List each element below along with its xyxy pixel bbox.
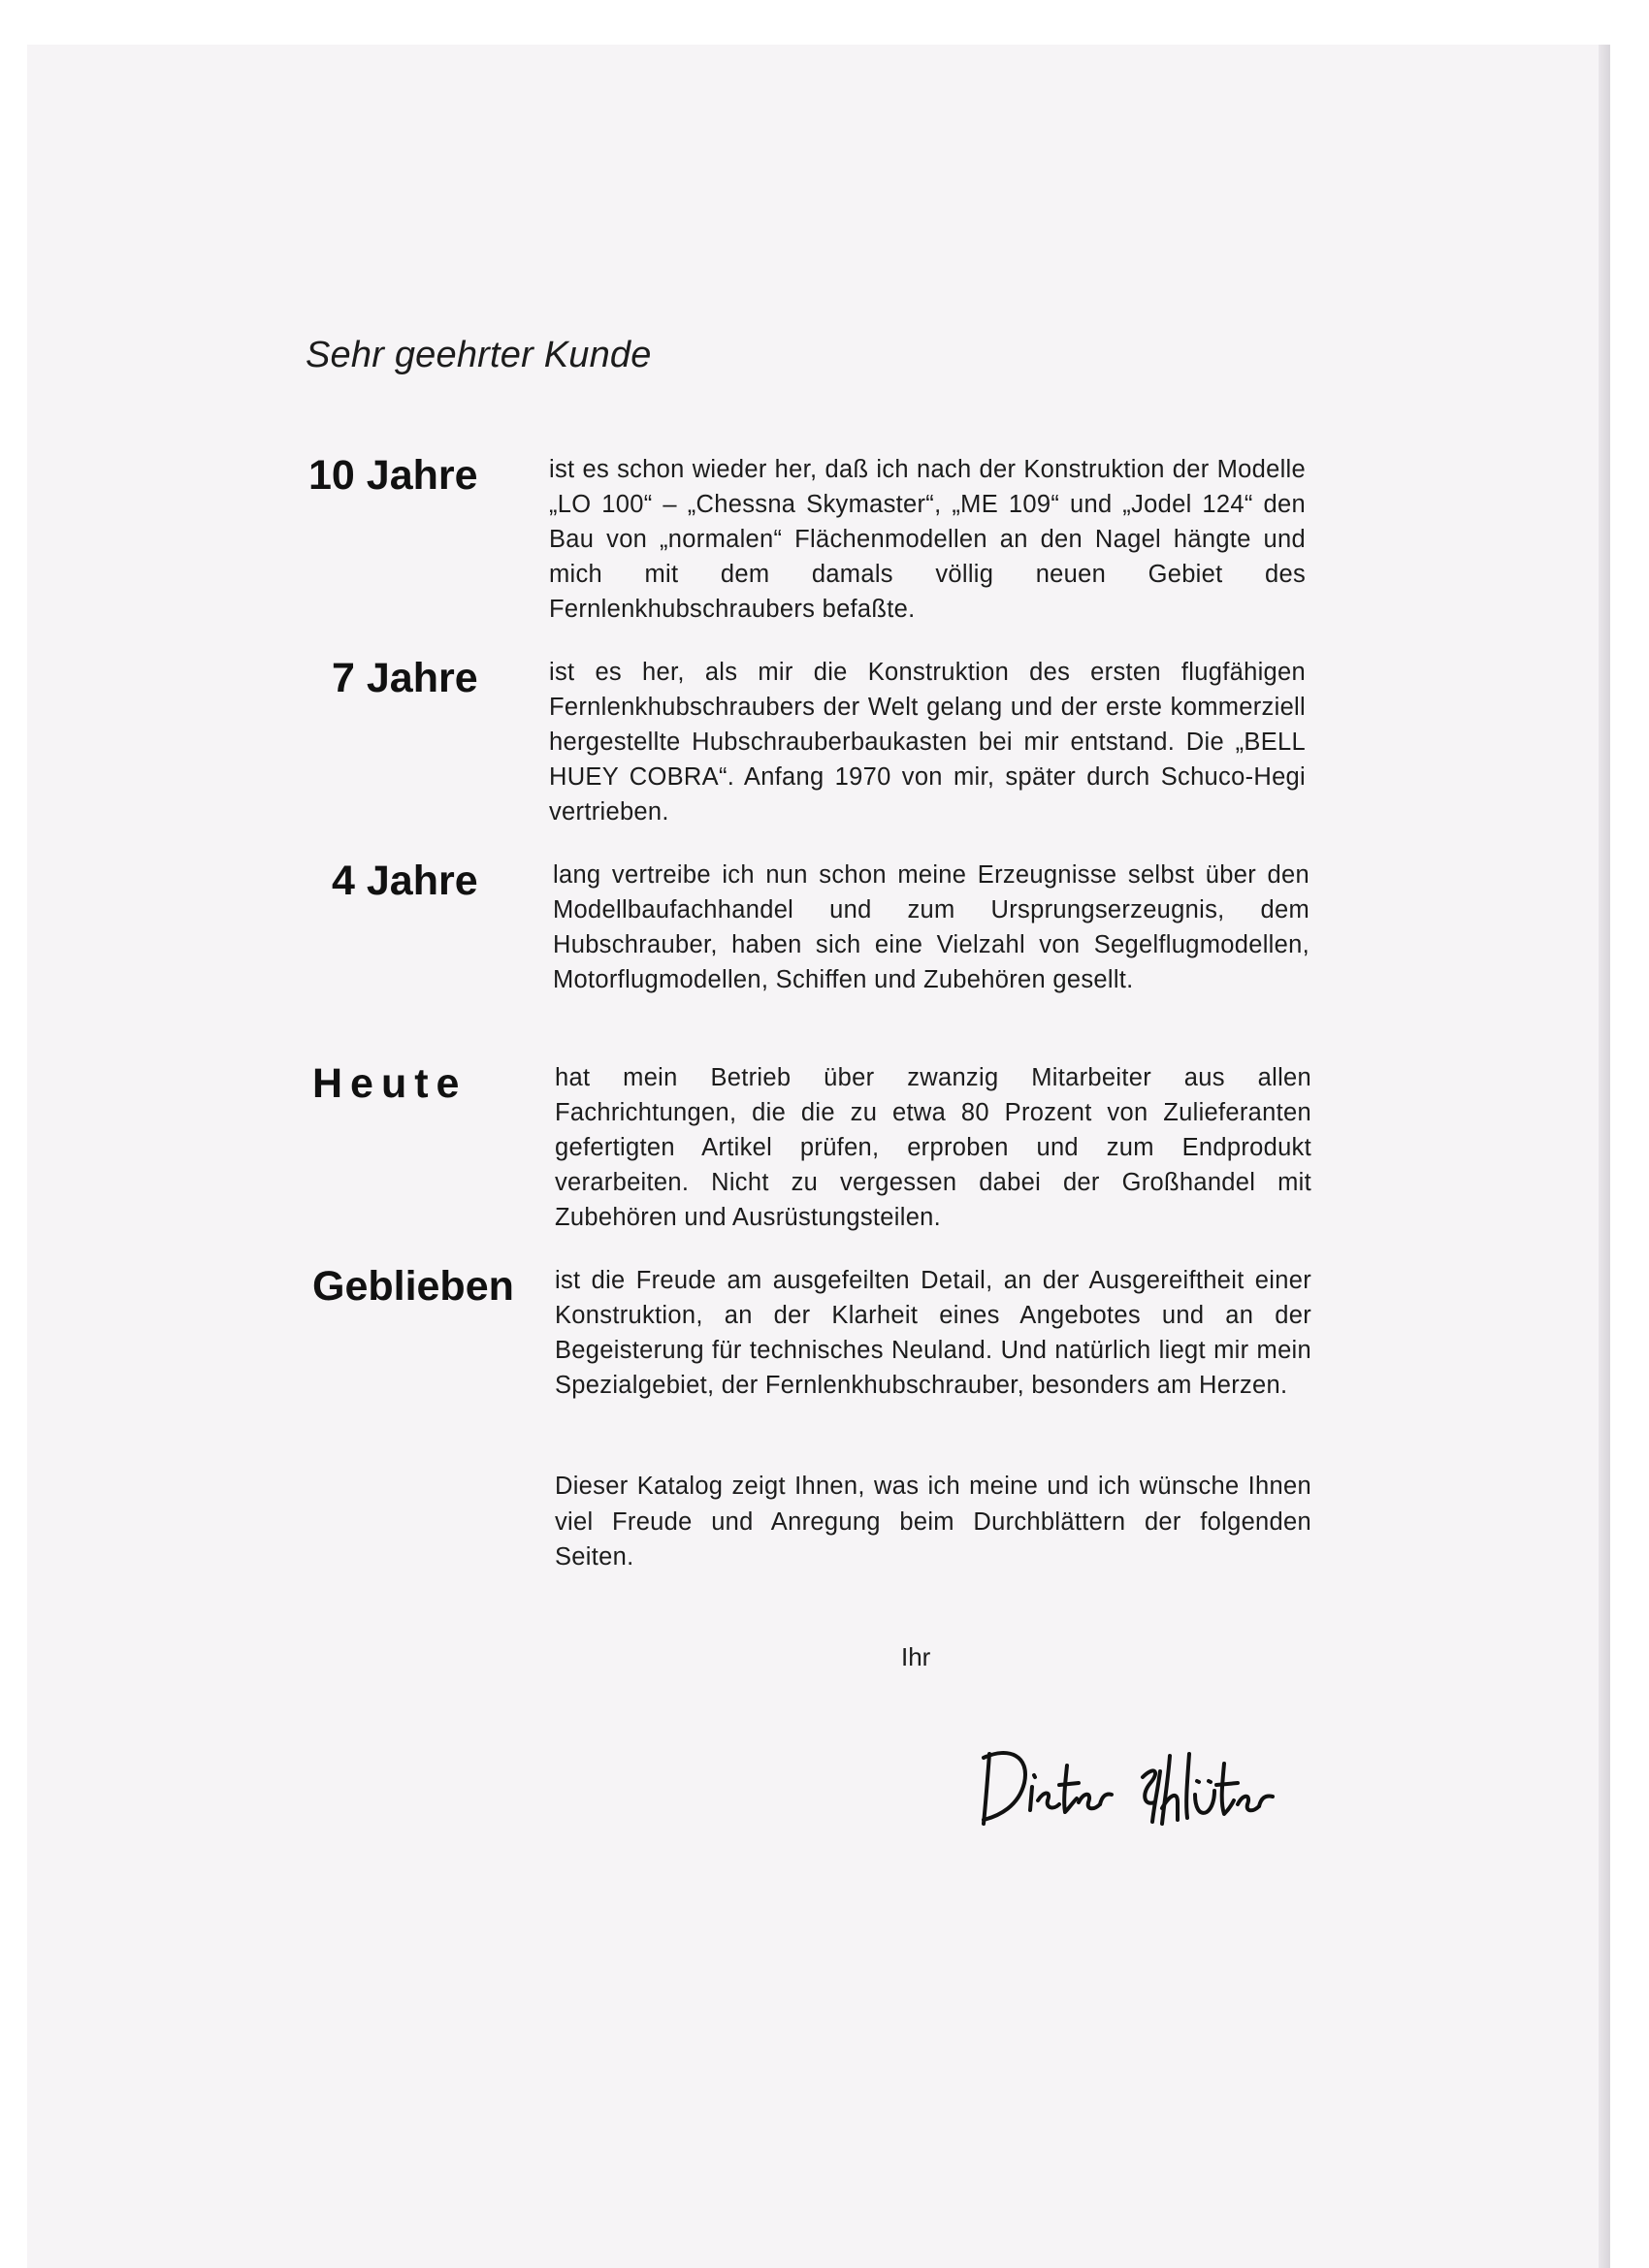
section-heading-10-jahre: 10 Jahre — [308, 452, 478, 499]
sign-off: Ihr — [901, 1642, 931, 1671]
section-text-heute: hat mein Betrieb über zwanzig Mitarbeiter aus allen Fachrichtungen, die die zu etwa 80 Prozent von Zulieferanten gefertigten Artikel prüfen, erproben und zum Endprodukt verarbeiten. Nicht zu vergessen dabei der Großhandel mit Zubehören und Ausrüstungsteilen. — [555, 1064, 1311, 1231]
section-heading-4-jahre: 4 Jahre — [332, 858, 478, 904]
section-heading-7-jahre: 7 Jahre — [332, 655, 478, 701]
section-heading-geblieben: Geblieben — [312, 1263, 514, 1310]
section-text-7-jahre: ist es her, als mir die Konstruktion des ersten flugfähigen Fernlenkhubschraubers der Welt gelang und der erste kommerziell hergestellte Hubschrauberbaukasten bei mir entstand. Die „BELL HUEY COBRA“. Anfang 1970 von mir, später durch Schuco-Hegi vertrieben. — [549, 659, 1306, 826]
paper-edge-shadow — [1599, 45, 1610, 2268]
section-text-10-jahre: ist es schon wieder her, daß ich nach der Konstruktion der Modelle „LO 100“ – „Chessna Skymaster“, „ME 109“ und „Jodel 124“ den Bau von „normalen“ Flächenmodellen an den Nagel hängte und mich mit dem damals völlig neuen Gebiet des Fernlenkhubschraubers befaßte. — [549, 456, 1306, 623]
section-text-geblieben: ist die Freude am ausgefeilten Detail, an der Ausgereiftheit einer Konstruktion, an der Klarheit eines Angebotes und an der Begeisterung für technisches Neuland. Und natürlich liegt mir mein Spezialgebiet, der Fernlenkhubschrauber, besonders am Herzen. — [555, 1267, 1311, 1399]
section-heading-heute: Heute — [312, 1060, 468, 1107]
closing-paragraph: Dieser Katalog zeigt Ihnen, was ich meine und ich wünsche Ihnen viel Freude und Anregung beim Durchblättern der folgenden Seiten. — [555, 1473, 1311, 1571]
salutation: Sehr geehrter Kunde — [306, 335, 652, 375]
handwritten-signature — [970, 1727, 1280, 1833]
section-text-4-jahre: lang vertreibe ich nun schon meine Erzeugnisse selbst über den Modellbaufachhandel und zum Ursprungserzeugnis, dem Hubschrauber, haben sich eine Vielzahl von Segelflugmodellen, Motorflugmodellen, Schiffen und Zubehören gesellt. — [553, 861, 1310, 993]
